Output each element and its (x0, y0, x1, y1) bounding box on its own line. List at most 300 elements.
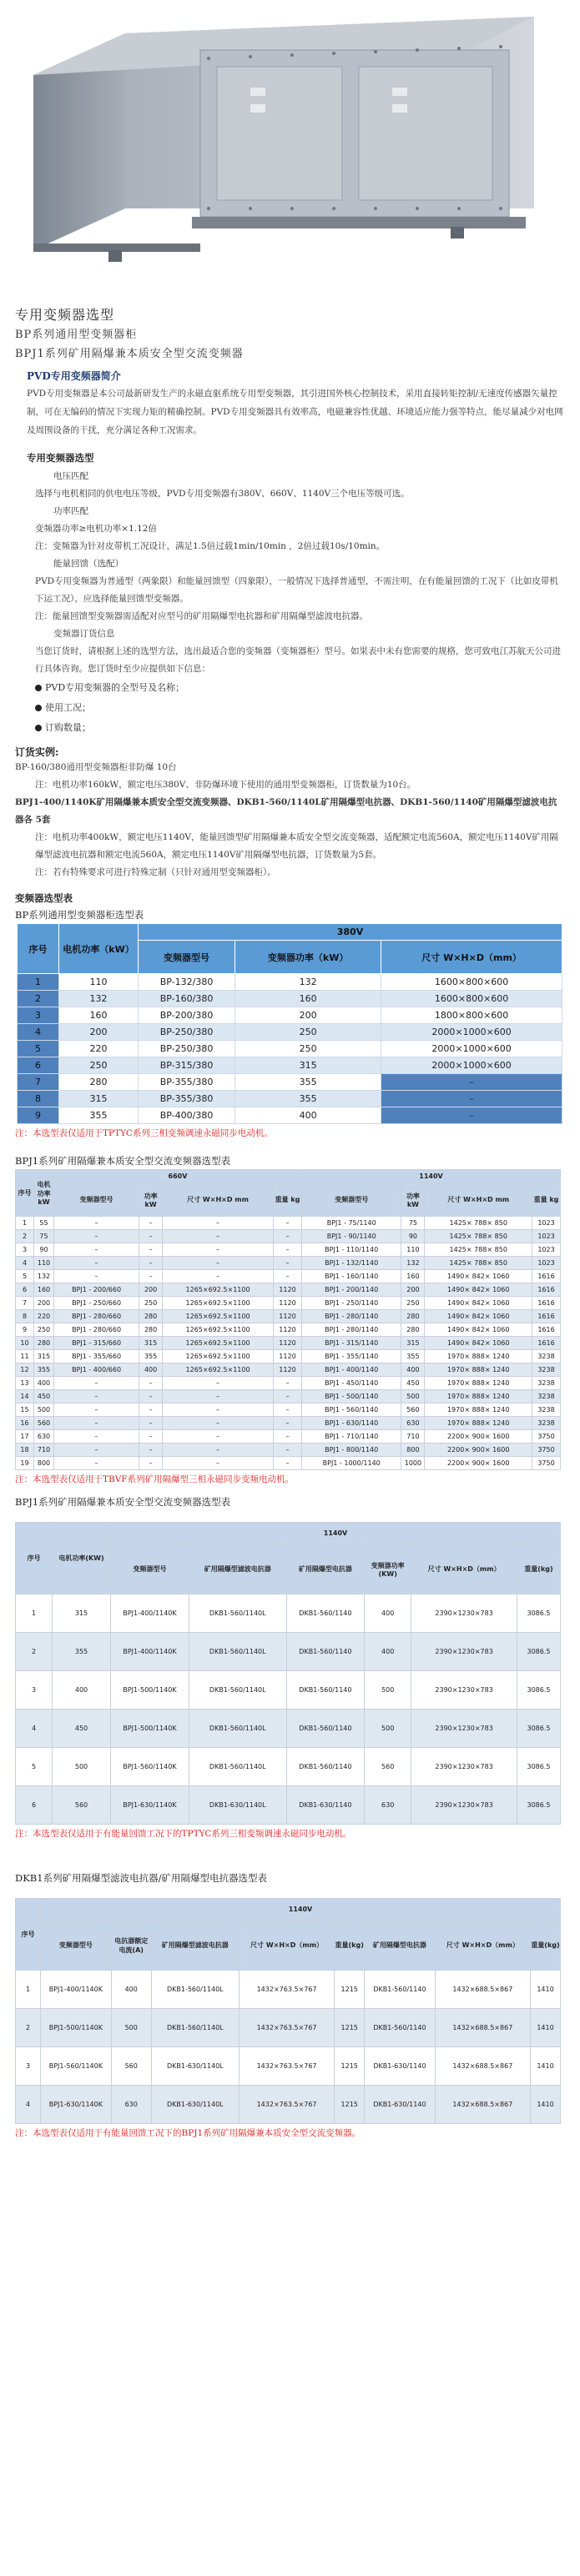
table-cell: 800 (401, 1444, 425, 1457)
table-cell: – (54, 1390, 139, 1403)
table-cell: BPJ1 - 630/1140 (301, 1417, 401, 1430)
table-cell: 315 (59, 1091, 139, 1107)
table-cell: 1215 (335, 2086, 365, 2124)
col-size-1: 尺寸 W×H×D（mm） (239, 1921, 334, 1971)
table-cell: 1425× 788× 850 (425, 1257, 532, 1270)
table-cell: 3086.5 (517, 1748, 561, 1786)
table-cell: 1800×800×600 (381, 1007, 562, 1024)
table-cell: – (273, 1230, 301, 1243)
table-cell: 1265×692.5×1100 (163, 1337, 274, 1350)
table-cell: 7 (18, 1074, 59, 1091)
table-cell: 10 (16, 1337, 34, 1350)
table-cell: 280 (59, 1074, 139, 1091)
table-cell: 2000×1000×600 (381, 1057, 562, 1074)
table-cell: – (163, 1430, 274, 1444)
table-cell: BPJ1 - 75/1140 (301, 1217, 401, 1230)
table-cell: BPJ1 - 315/1140 (301, 1337, 401, 1350)
table-cell: 400 (34, 1377, 54, 1390)
table-cell: BPJ1-400/1140K (111, 1633, 189, 1671)
table-cell: 1425× 788× 850 (425, 1217, 532, 1230)
table1-title-2: BP系列通用型变频器柜选型表 (15, 909, 144, 921)
table-cell: 110 (34, 1257, 54, 1270)
table-cell: 500 (365, 1671, 411, 1710)
table-row (16, 1417, 561, 1430)
table-cell: 1432×688.5×867 (435, 2009, 530, 2047)
table-cell: 2000×1000×600 (381, 1024, 562, 1041)
example-note-3: 注：若有特殊要求可进行特殊定制（只针对通用型变频器柜）。 (35, 867, 276, 877)
col-model: 变频器型号 (41, 1921, 112, 1971)
table-cell: 2200× 900× 1600 (425, 1430, 532, 1444)
table-cell: BPJ1-500/1140K (111, 1710, 189, 1748)
table-cell: 400 (365, 1594, 411, 1633)
example-section (0, 745, 580, 881)
table-cell: 315 (139, 1337, 163, 1350)
table-cell: – (54, 1243, 139, 1257)
table1-body (18, 974, 562, 1124)
table-cell: 200 (34, 1297, 54, 1310)
table-cell: 400 (401, 1363, 425, 1377)
table-cell: BPJ1-560/1140K (41, 2047, 112, 2086)
table-cell: 1432×763.5×767 (239, 1971, 334, 2009)
table-cell: BP-132/380 (139, 974, 235, 991)
table-cell: 132 (59, 991, 139, 1007)
table-row (16, 1243, 561, 1257)
table-row (16, 1594, 561, 1633)
table-cell: 1 (16, 1971, 41, 2009)
table-cell: 1120 (273, 1297, 301, 1310)
table-cell: 355 (401, 1350, 425, 1363)
table2-body (16, 1217, 561, 1470)
table-cell: 55 (34, 1217, 54, 1230)
table-cell: BPJ1 - 200/1140 (301, 1283, 401, 1297)
col-inverter-power: 变频器功率（kW） (235, 941, 381, 974)
col-model-1140: 变频器型号 (301, 1183, 401, 1217)
table-cell: 2390×1230×783 (411, 1748, 517, 1786)
table-cell: – (139, 1430, 163, 1444)
table-cell: 1490× 842× 1060 (425, 1310, 532, 1323)
col-size: 尺寸 W×H×D（mm） (381, 941, 562, 974)
table-cell: 355 (34, 1363, 54, 1377)
table-cell: DKB1-560/1140 (286, 1748, 365, 1786)
col-inverter-power: 变频器功率(KW) (365, 1544, 411, 1594)
table-cell: – (54, 1444, 139, 1457)
table-cell: 2 (16, 1230, 34, 1243)
table-row (16, 2086, 561, 2124)
table-row (16, 1230, 561, 1243)
table-cell: – (139, 1257, 163, 1270)
table-cell: 1970× 888× 1240 (425, 1350, 532, 1363)
table-cell: 3086.5 (517, 1594, 561, 1633)
col-model-660: 变频器型号 (54, 1183, 139, 1217)
table-cell: – (273, 1444, 301, 1457)
table-row (16, 1430, 561, 1444)
table-cell: – (163, 1270, 274, 1283)
table-cell: 1410 (531, 2047, 561, 2086)
table-row (16, 1270, 561, 1283)
table-cell: 2390×1230×783 (411, 1594, 517, 1633)
table-cell: – (139, 1243, 163, 1257)
table-cell: 500 (401, 1390, 425, 1403)
table-row (16, 1337, 561, 1350)
table-cell: 315 (34, 1350, 54, 1363)
table-row (18, 1074, 562, 1091)
table-cell: 1432×688.5×867 (435, 1971, 530, 2009)
table-cell: BP-160/380 (139, 991, 235, 1007)
table-cell: – (273, 1270, 301, 1283)
table-cell: 500 (365, 1710, 411, 1748)
table-cell: 3238 (532, 1377, 561, 1390)
table-cell: 1215 (335, 1971, 365, 2009)
table-cell: 400 (53, 1671, 111, 1710)
table-cell: 132 (235, 974, 381, 991)
table-cell: DKB1-560/1140L (189, 1710, 286, 1748)
table-cell: 1265×692.5×1100 (163, 1310, 274, 1323)
col-weight-1: 重量(kg) (335, 1921, 365, 1971)
table-cell: 200 (59, 1024, 139, 1041)
table-cell: 2390×1230×783 (411, 1710, 517, 1748)
col-size: 尺寸 W×H×D（mm） (411, 1544, 517, 1594)
table-cell: 2390×1230×783 (411, 1786, 517, 1825)
table-cell: – (273, 1377, 301, 1390)
table-cell: 710 (34, 1444, 54, 1457)
table-cell: DKB1-560/1140L (189, 1671, 286, 1710)
table-row (18, 1091, 562, 1107)
table-cell: 560 (34, 1417, 54, 1430)
table2-note: 注：本选型表仅适用于TBVF系列矿用隔爆型三相永磁同步变频电动机。 (15, 1474, 295, 1484)
table-cell: 1410 (531, 1971, 561, 2009)
table-cell: – (273, 1430, 301, 1444)
table-cell: 1432×763.5×767 (239, 2047, 334, 2086)
table-cell: 1970× 888× 1240 (425, 1377, 532, 1390)
table2-title: BPJ1系列矿用隔爆兼本质安全型交流变频器选型表 (15, 1155, 231, 1167)
table-cell: 500 (34, 1403, 54, 1417)
table-cell: 400 (365, 1633, 411, 1671)
table-cell: 3 (16, 1671, 53, 1710)
table-cell: BPJ1 - 200/660 (54, 1283, 139, 1297)
table-cell: DKB1-560/1140 (286, 1671, 365, 1710)
table-cell: – (273, 1217, 301, 1230)
pvd-heading: PVD专用变频器简介 (27, 370, 121, 382)
table-row (16, 1444, 561, 1457)
table1-note: 注：本选型表仅适用于TPTYC系列三相变频调速永磁同步电动机。 (15, 1128, 273, 1138)
order-info-bullet-3: 订购数量； (15, 718, 565, 738)
table-cell: 3086.5 (517, 1633, 561, 1671)
table-cell: 450 (34, 1390, 54, 1403)
col-size-2: 尺寸 W×H×D（mm） (435, 1921, 530, 1971)
table-cell: BP-355/380 (139, 1091, 235, 1107)
table-cell: BPJ1 - 1000/1140 (301, 1457, 401, 1470)
table-cell: – (273, 1457, 301, 1470)
table-cell: 19 (16, 1457, 34, 1470)
table-cell: 3 (16, 2047, 41, 2086)
table-cell: – (54, 1217, 139, 1230)
table-cell: 250 (235, 1041, 381, 1057)
table-cell: 3 (16, 1243, 34, 1257)
selection-note-2: 注：能量回馈型变频器需适配对应型号的矿用隔爆型电抗器和矿用隔爆型滤波电抗器。 (35, 611, 368, 621)
col-voltage-380: 380V (139, 924, 562, 941)
table-cell: BPJ1 - 800/1140 (301, 1444, 401, 1457)
table-cell: BPJ1 - 280/1140 (301, 1323, 401, 1337)
table-cell: 6 (16, 1283, 34, 1297)
table-cell: DKB1-630/1140L (189, 1786, 286, 1825)
table-cell: 1490× 842× 1060 (425, 1323, 532, 1337)
table-cell: 560 (365, 1748, 411, 1786)
table-cell: DKB1-560/1140 (286, 1633, 365, 1671)
col-motor-power: 电机功率（kW） (59, 924, 139, 974)
selection-section (0, 451, 580, 738)
table-cell: 1120 (273, 1283, 301, 1297)
table-cell: 1410 (531, 2086, 561, 2124)
table-cell: – (54, 1230, 139, 1243)
table-cell: BPJ1 - 400/1140 (301, 1363, 401, 1377)
pvd-paragraph: PVD专用变频器是本公司最新研发生产的永磁直驱系统专用型变频器，其引进国外核心控制技术，采用直接转矩控制/无速度传感器矢量控制，可在无编码的情况下实现力矩的精确控制。PVD专用变频器具有效率高，电磁兼容性优越、环境适应能力强等特点，能尽量减少对电网及周围设备的干扰，充分满足各种工况需求。 (27, 389, 563, 435)
table-cell: – (163, 1390, 274, 1403)
table-cell: 800 (34, 1457, 54, 1470)
table-row (16, 1310, 561, 1323)
table-cell: – (381, 1091, 562, 1107)
table-cell: 200 (235, 1007, 381, 1024)
intro-line-1: BP系列通用型变频器柜 (15, 329, 138, 341)
table-cell: 12 (16, 1363, 34, 1377)
table-cell: 1970× 888× 1240 (425, 1403, 532, 1417)
example-note-1: 注：电机功率160kW，额定电压380V、非防爆环境下使用的通用型变频器柜，订货数量为10台。 (35, 780, 416, 790)
table4-section (0, 1870, 580, 2141)
table-cell: 250 (401, 1297, 425, 1310)
table-cell: – (163, 1217, 274, 1230)
table-row (16, 1710, 561, 1748)
table-cell: – (54, 1403, 139, 1417)
table-cell: – (273, 1257, 301, 1270)
table-cell: 5 (18, 1041, 59, 1057)
table-cell: BPJ1-560/1140K (111, 1748, 189, 1786)
selection-item-2-text: 变频器功率≥电机功率×1.12倍 (35, 524, 157, 534)
table-cell: 1432×688.5×867 (435, 2047, 530, 2086)
table-cell: 355 (235, 1091, 381, 1107)
table-row (18, 1107, 562, 1124)
table-cell: 1120 (273, 1310, 301, 1323)
table-cell: DKB1-630/1140L (151, 2086, 239, 2124)
table-cell: – (273, 1243, 301, 1257)
table-cell: 1616 (532, 1323, 561, 1337)
table-cell: DKB1-630/1140 (365, 2086, 435, 2124)
table-cell: 630 (111, 2086, 151, 2124)
table-cell: 3238 (532, 1403, 561, 1417)
table-cell: 4 (16, 1257, 34, 1270)
table-cell: BPJ1 - 280/660 (54, 1323, 139, 1337)
table-cell: 75 (401, 1217, 425, 1230)
table-cell: – (139, 1444, 163, 1457)
table-cell: 1616 (532, 1283, 561, 1297)
table-cell: 2 (16, 2009, 41, 2047)
table-cell: – (273, 1390, 301, 1403)
selection-item-1: 电压匹配 (53, 471, 88, 481)
table-cell: BPJ1 - 315/660 (54, 1337, 139, 1350)
table-cell: 1970× 888× 1240 (425, 1417, 532, 1430)
table-cell: DKB1-560/1140 (286, 1710, 365, 1748)
table-cell: 400 (139, 1363, 163, 1377)
table-cell: – (163, 1377, 274, 1390)
table-cell: – (381, 1074, 562, 1091)
table-cell: – (54, 1377, 139, 1390)
col-model: 变频器型号 (139, 941, 235, 974)
col-model: 变频器型号 (111, 1544, 189, 1594)
table-cell: 7 (16, 1297, 34, 1310)
table-cell: 450 (53, 1710, 111, 1748)
table-cell: DKB1-560/1140 (365, 1971, 435, 2009)
table-cell: 1 (16, 1594, 53, 1633)
col-rated-current: 电抗器额定电流(A) (111, 1921, 151, 1971)
table-cell: 2200× 900× 1600 (425, 1457, 532, 1470)
table-row (16, 1403, 561, 1417)
table-cell: BPJ1 - 280/660 (54, 1310, 139, 1323)
table-cell: 1616 (532, 1270, 561, 1283)
table-cell: 3238 (532, 1390, 561, 1403)
table-cell: – (163, 1444, 274, 1457)
table-row (18, 1041, 562, 1057)
table-cell: 160 (235, 991, 381, 1007)
table-cell: BPJ1 - 355/1140 (301, 1350, 401, 1363)
table4-body (16, 1971, 561, 2124)
table-row (18, 974, 562, 991)
example-heading: 订货实例: (15, 746, 59, 758)
table-row (16, 1283, 561, 1297)
table-cell: – (139, 1417, 163, 1430)
table-cell: – (381, 1107, 562, 1124)
table-row (16, 1217, 561, 1230)
table-cell: BPJ1 - 250/1140 (301, 1297, 401, 1310)
selection-item-3: 能量回馈（选配） (53, 559, 124, 569)
selection-heading: 专用变频器选型 (27, 452, 94, 464)
col-voltage-1140: 1140V (111, 1523, 561, 1544)
table-cell: BPJ1-500/1140K (41, 2009, 112, 2047)
table-cell: 5 (16, 1748, 53, 1786)
table-cell: 3086.5 (517, 1710, 561, 1748)
table-cell: – (163, 1230, 274, 1243)
table3-title: BPJ1系列矿用隔爆兼本质安全型交流变频器选型表 (15, 1496, 231, 1508)
table-cell: 1600×800×600 (381, 974, 562, 991)
table-cell: 18 (16, 1444, 34, 1457)
table-cell: 1970× 888× 1240 (425, 1363, 532, 1377)
table-cell: 9 (18, 1107, 59, 1124)
table-cell: 132 (401, 1257, 425, 1270)
table-cell: 90 (34, 1243, 54, 1257)
table-row (16, 2047, 561, 2086)
table-cell: – (139, 1230, 163, 1243)
table-cell: 3086.5 (517, 1786, 561, 1825)
table-cell: BPJ1 - 90/1140 (301, 1230, 401, 1243)
table-cell: 500 (53, 1748, 111, 1786)
table-cell: – (163, 1417, 274, 1430)
table-cell: DKB1-630/1140 (365, 2047, 435, 2086)
table3-body (16, 1594, 561, 1825)
cabinet-illustration (0, 0, 580, 284)
table-cell: BP-315/380 (139, 1057, 235, 1074)
bp-selection-table (17, 923, 562, 1124)
table-cell: 160 (34, 1283, 54, 1297)
table-cell: 1265×692.5×1100 (163, 1363, 274, 1377)
table-cell: 1490× 842× 1060 (425, 1270, 532, 1283)
table-cell: 315 (53, 1594, 111, 1633)
table-cell: 280 (34, 1337, 54, 1350)
table-cell: DKB1-630/1140L (151, 2047, 239, 2086)
table-cell: 13 (16, 1377, 34, 1390)
selection-item-4-text: 当您订货时，请根据上述的选型方法，选出最适合您的变频器（变频器柜）型号。如果表中未有您需要的规格，您可致电江苏航天公司进行具体咨询。您订货时至少应提供如下信息： (35, 646, 561, 674)
bpj1-regen-table (15, 1522, 561, 1825)
table-cell: 400 (235, 1107, 381, 1124)
table-cell: 200 (139, 1283, 163, 1297)
table-cell: 1 (18, 974, 59, 991)
table-cell: 9 (16, 1323, 34, 1337)
table-cell: BPJ1 - 280/1140 (301, 1310, 401, 1323)
col-index: 序号 (16, 1523, 53, 1594)
table-cell: 1616 (532, 1297, 561, 1310)
table-row (16, 1633, 561, 1671)
table-row (16, 1297, 561, 1310)
col-power-1140: 功率kW (401, 1183, 425, 1217)
selection-item-3-text: PVD专用变频器为普通型（两象限）和能量回馈型（四象限），一般情况下选择普通型，不需注明，在有能量回馈的工况下（比如皮带机下运工况），应选择能量回馈型变频器。 (35, 576, 558, 604)
selection-note-1: 注：变频器为针对皮带机工况设计，满足1.5倍过载1min/10min ，2倍过载10s/10min。 (35, 541, 386, 551)
table-cell: 160 (401, 1270, 425, 1283)
col-voltage-660: 660V (54, 1170, 302, 1183)
table-row (16, 1350, 561, 1363)
bullet-dot-icon (35, 725, 42, 731)
col-voltage-1140: 1140V (41, 1899, 561, 1921)
table-cell: DKB1-560/1140 (365, 2009, 435, 2047)
table-cell: 315 (401, 1337, 425, 1350)
table-cell: 710 (401, 1430, 425, 1444)
product-photo (0, 0, 580, 284)
table-row (18, 1057, 562, 1074)
table-cell: 4 (16, 2086, 41, 2124)
table-row (16, 1390, 561, 1403)
bpj1-selection-table (15, 1169, 561, 1470)
table-cell: 630 (365, 1786, 411, 1825)
table-cell: – (139, 1457, 163, 1470)
table-cell: 1490× 842× 1060 (425, 1297, 532, 1310)
table-row (16, 1457, 561, 1470)
table-cell: 250 (59, 1057, 139, 1074)
table-cell: 500 (111, 2009, 151, 2047)
table-cell: BPJ1 - 160/1140 (301, 1270, 401, 1283)
table4-note: 注：本选型表仅适用于有能量回馈工况下的BPJ1系列矿用隔爆兼本质安全型交流变频器。 (15, 2128, 361, 2138)
table-cell: 1120 (273, 1363, 301, 1377)
table2-section (0, 1152, 580, 1487)
table-cell: 1490× 842× 1060 (425, 1337, 532, 1350)
table-cell: 3750 (532, 1457, 561, 1470)
table-cell: 6 (18, 1057, 59, 1074)
col-index: 序号 (18, 924, 59, 974)
table1-title-1: 变频器选型表 (15, 892, 73, 904)
table-cell: BP-355/380 (139, 1074, 235, 1091)
table-cell: 250 (235, 1024, 381, 1041)
bullet-dot-icon (35, 705, 42, 711)
table-cell: – (139, 1403, 163, 1417)
table-cell: 2 (16, 1633, 53, 1671)
table-cell: 250 (139, 1297, 163, 1310)
table-cell: 1432×688.5×867 (435, 2086, 530, 2124)
table-cell: BPJ1 - 250/660 (54, 1297, 139, 1310)
table-cell: 1970× 888× 1240 (425, 1390, 532, 1403)
table-cell: 90 (401, 1230, 425, 1243)
table-cell: 75 (34, 1230, 54, 1243)
table-cell: 1023 (532, 1243, 561, 1257)
col-weight-2: 重量(kg) (531, 1921, 561, 1971)
table-cell: 1265×692.5×1100 (163, 1297, 274, 1310)
table-cell: 2000×1000×600 (381, 1041, 562, 1057)
table-row (18, 1024, 562, 1041)
table-cell: 1265×692.5×1100 (163, 1350, 274, 1363)
table-cell: 560 (401, 1403, 425, 1417)
